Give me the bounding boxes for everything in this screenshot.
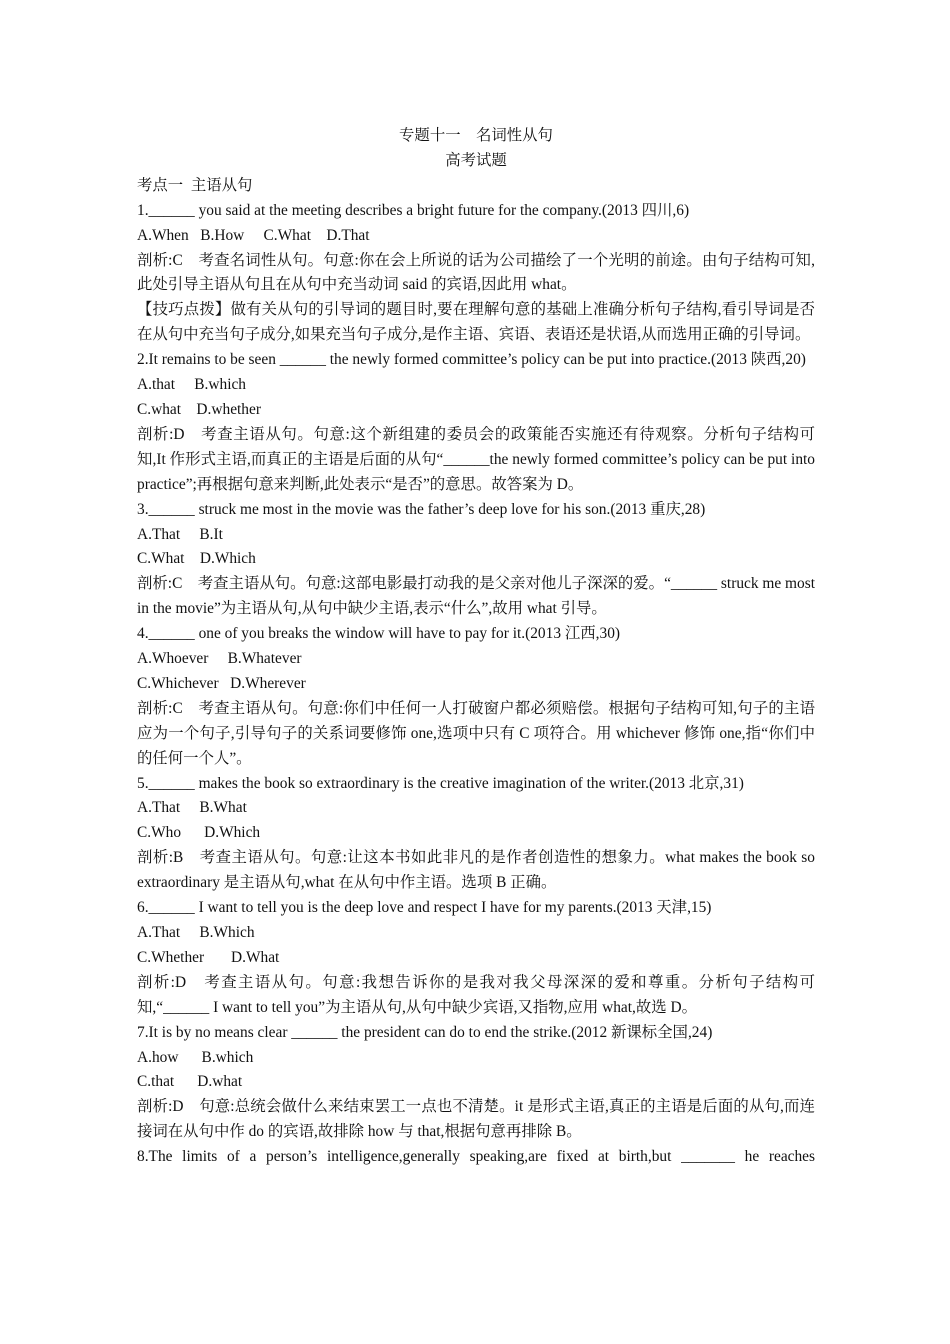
question-stem: 1.______ you said at the meeting describes a bright future for the company.(2013 四川,6)	[137, 201, 690, 219]
question-options: C.what D.whether	[137, 400, 261, 418]
question-options: A.Whoever B.Whatever	[137, 650, 302, 668]
document-subtitle: 高考试题	[445, 151, 507, 169]
question-1	[137, 199, 815, 299]
question-5	[137, 772, 815, 897]
question-stem: 8.The limits of a person’s intelligence,generally speaking,are fixed at birth,but _______ he reaches	[137, 1148, 815, 1166]
question-options: C.Whichever D.Wherever	[137, 674, 306, 692]
question-2	[137, 348, 815, 497]
question-options: A.That B.What	[137, 799, 247, 817]
question-options: C.What D.Which	[137, 550, 256, 568]
tip-paragraph: 【技巧点拨】做有关从句的引导词的题目时,要在理解句意的基础上准确分析句子结构,看引导词是否在从句中充当句子成分,如果充当句子成分,是作主语、宾语、表语还是状语,从而选用正确的引导词。	[137, 301, 815, 344]
question-stem: 3.______ struck me most in the movie was the father’s deep love for his son.(2013 重庆,28)	[137, 500, 706, 518]
question-4	[137, 622, 815, 771]
document-title: 专题十一 名词性从句	[399, 127, 553, 144]
question-analysis: 剖析:D 考查主语从句。句意:这个新组建的委员会的政策能否实施还有待观察。分析句子结构可知,It 作形式主语,而真正的主语是后面的从句“______the newly formed committee’s policy can be put into practice”;再根据句意来判断,此处表示“是否”的意思。故答案为 D。	[137, 425, 815, 493]
question-7	[137, 1021, 815, 1146]
question-8	[137, 1145, 815, 1170]
question-3	[137, 498, 815, 623]
question-options: A.When B.How C.What D.That	[137, 226, 370, 244]
question-6	[137, 896, 815, 1021]
question-options: C.that D.what	[137, 1073, 243, 1091]
question-stem: 7.It is by no means clear ______ the president can do to end the strike.(2012 新课标全国,24)	[137, 1023, 713, 1041]
question-options: A.how B.which	[137, 1048, 254, 1066]
question-analysis: 剖析:C 考查名词性从句。句意:你在会上所说的话为公司描绘了一个光明的前途。由句子结构可知,此处引导主语从句且在从句中充当动词 said 的宾语,因此用 what。	[137, 251, 815, 294]
question-analysis: 剖析:D 句意:总统会做什么来结束罢工一点也不清楚。it 是形式主语,真正的主语是后面的从句,而连接词在从句中作 do 的宾语,故排除 how 与 that,根据句意再排除 B。	[137, 1098, 815, 1141]
question-options: A.That B.It	[137, 525, 223, 543]
question-stem: 5.______ makes the book so extraordinary is the creative imagination of the writer.(2013 北京,31)	[137, 774, 744, 792]
question-options: C.Whether D.What	[137, 948, 280, 966]
question-stem: 6.______ I want to tell you is the deep love and respect I have for my parents.(2013 天津,15)	[137, 899, 712, 917]
question-analysis: 剖析:D 考查主语从句。句意:我想告诉你的是我对我父母深深的爱和尊重。分析句子结构可知,“______ I want to tell you”为主语从句,从句中缺少宾语,又指物,应用 what,故选 D。	[137, 973, 815, 1016]
question-options: A.That B.Which	[137, 924, 255, 941]
question-analysis: 剖析:C 考查主语从句。句意:你们中任何一人打破窗户都必须赔偿。根据句子结构可知,句子的主语应为一个句子,引导句子的关系词要修饰 one,选项中只有 C 项符合。用 whichever 修饰 one,指“你们中的任何一个人”。	[137, 699, 815, 767]
question-stem: 4.______ one of you breaks the window will have to pay for it.(2013 江西,30)	[137, 625, 621, 643]
section-heading: 考点一 主语从句	[137, 176, 253, 194]
document-page	[137, 124, 815, 1170]
question-stem: 2.It remains to be seen ______ the newly formed committee’s policy can be put into practice.(2013 陕西,20)	[137, 351, 806, 369]
question-analysis: 剖析:C 考查主语从句。句意:这部电影最打动我的是父亲对他儿子深深的爱。“______ struck me most in the movie”为主语从句,从句中缺少主语,表示“什么”,故用 what 引导。	[137, 575, 815, 618]
question-options: C.Who D.Which	[137, 824, 261, 842]
question-analysis: 剖析:B 考查主语从句。句意:让这本书如此非凡的是作者创造性的想象力。what makes the book so extraordinary 是主语从句,what 在从句中作主语。选项 B 正确。	[137, 849, 815, 892]
question-options: A.that B.which	[137, 376, 247, 394]
